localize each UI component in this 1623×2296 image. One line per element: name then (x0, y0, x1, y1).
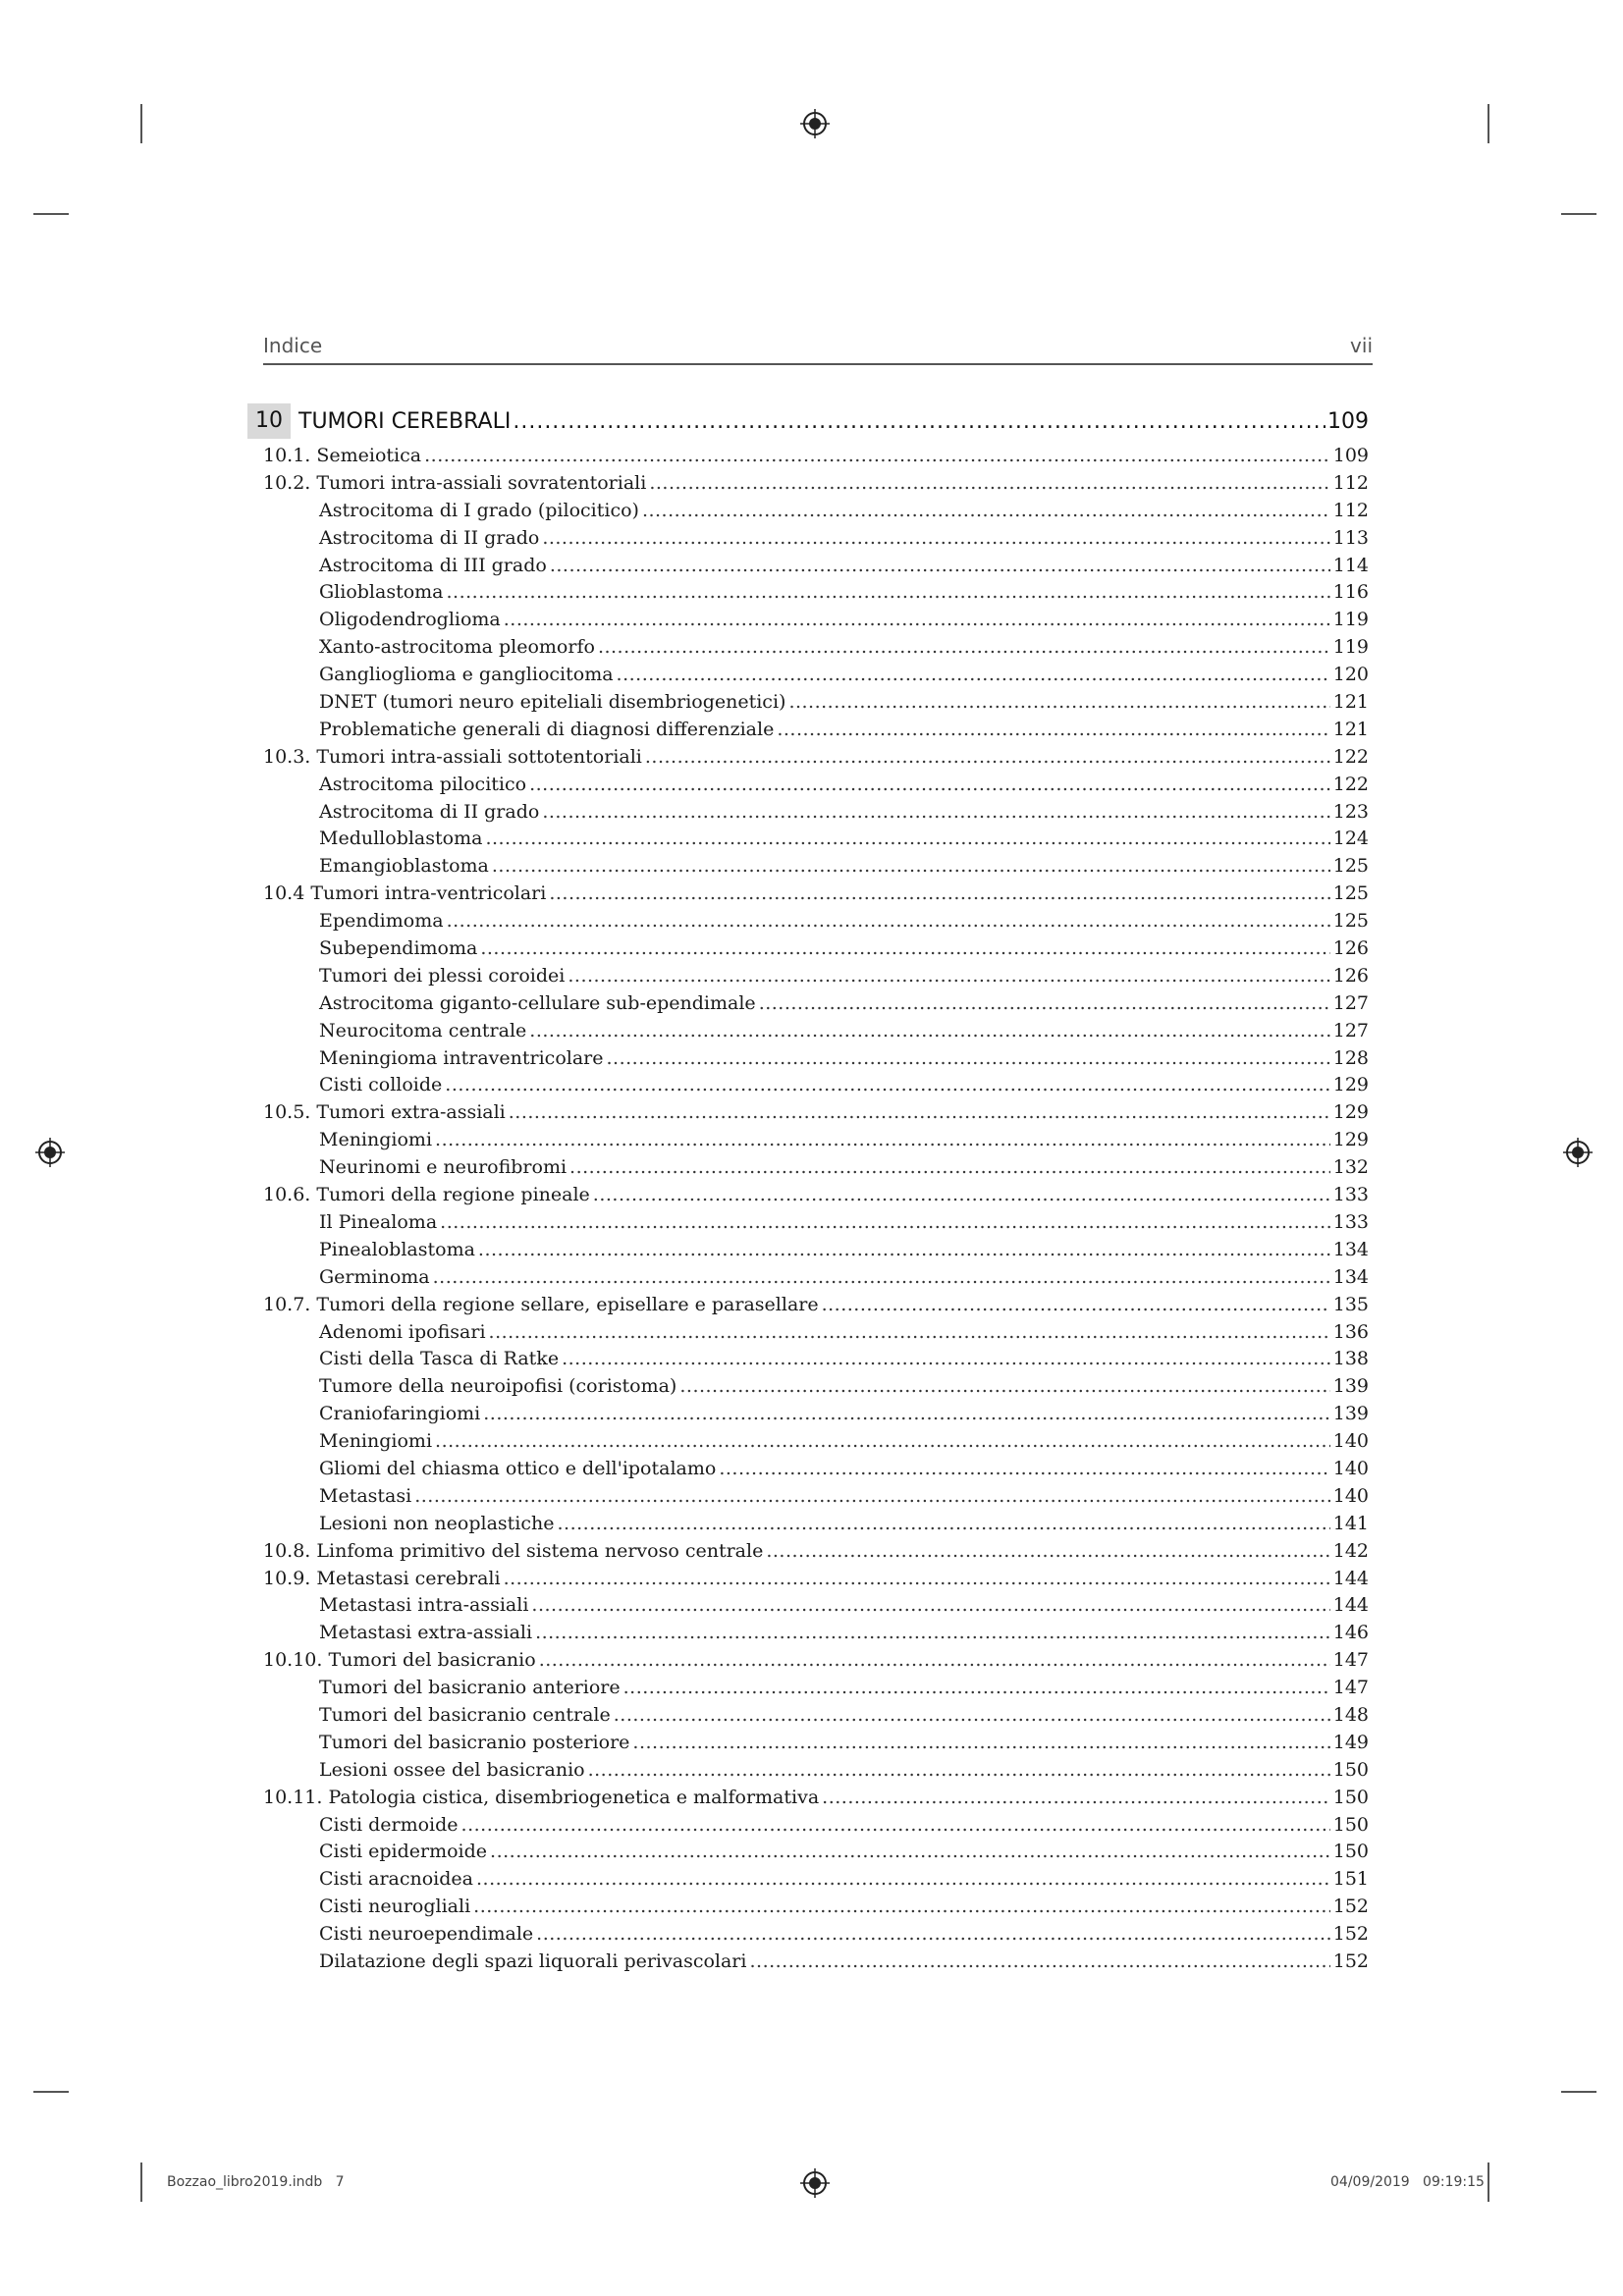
dot-leader (414, 1483, 1330, 1511)
toc-entry-page: 122 (1332, 773, 1369, 795)
running-header (263, 332, 1373, 365)
toc-subentry[interactable] (263, 1401, 1369, 1428)
crop-mark (1561, 2091, 1596, 2093)
crop-mark (33, 213, 69, 215)
dot-leader (588, 1757, 1330, 1785)
toc-entry-page: 140 (1332, 1430, 1369, 1453)
dot-leader (509, 1099, 1330, 1127)
toc-subentry[interactable] (263, 1483, 1369, 1511)
toc-subentry[interactable] (263, 579, 1369, 607)
toc-entry-page: 133 (1332, 1210, 1369, 1233)
toc-entry-label: Medulloblastoma (319, 828, 483, 850)
dot-leader (679, 1373, 1329, 1401)
toc-entry-label: Astrocitoma di I grado (pilocitico) (319, 499, 639, 521)
toc-entry-page: 119 (1332, 636, 1369, 659)
toc-entry-label: 10.5. Tumori extra-assiali (263, 1101, 506, 1124)
toc-entry-label: Oligodendroglioma (319, 609, 501, 631)
dot-leader (485, 826, 1329, 853)
toc-subentry[interactable] (263, 1319, 1369, 1347)
toc-entry-label: Ependimoma (319, 910, 444, 933)
toc-entry-page: 121 (1332, 718, 1369, 740)
toc-entry-label: DNET (tumori neuro epiteliali disembriogenetici) (319, 691, 786, 714)
crop-mark (33, 2091, 69, 2093)
toc-entry-page: 127 (1332, 1019, 1369, 1041)
toc-entry-page: 109 (1332, 445, 1369, 466)
dot-leader (542, 799, 1329, 827)
toc-subentry[interactable] (263, 1373, 1369, 1401)
toc-subentry[interactable] (263, 1620, 1369, 1647)
toc-subentry[interactable] (263, 1237, 1369, 1264)
toc-entry-label: Tumori del basicranio posteriore (319, 1731, 630, 1753)
toc-entry-label: Tumore della neuroipofisi (coristoma) (319, 1375, 677, 1398)
chapter-heading[interactable] (247, 402, 1369, 440)
dot-leader (435, 1127, 1330, 1154)
toc-entry-label: Emangioblastoma (319, 855, 489, 878)
toc-entry-label: Cisti colloide (319, 1074, 443, 1096)
dot-leader (617, 662, 1330, 689)
toc-subentry[interactable] (263, 1757, 1369, 1785)
toc-entry-page: 129 (1332, 1101, 1369, 1124)
toc-entry-page: 132 (1332, 1156, 1369, 1179)
toc-entry-label: Cisti neurogliali (319, 1896, 471, 1918)
toc-subentry[interactable] (263, 1264, 1369, 1292)
toc-subentry[interactable] (263, 1209, 1369, 1237)
dot-leader (614, 1702, 1330, 1730)
dot-leader (461, 1812, 1330, 1840)
toc-section-entry[interactable] (263, 1566, 1369, 1593)
toc-entry-page: 127 (1332, 991, 1369, 1014)
toc-entry-page: 152 (1332, 1949, 1369, 1972)
toc-entry-page: 116 (1332, 581, 1369, 604)
toc-entry-page: 128 (1332, 1046, 1369, 1069)
toc-subentry[interactable] (263, 1045, 1369, 1073)
toc-entry-page: 114 (1332, 554, 1369, 576)
crop-mark (140, 2163, 142, 2202)
toc-section-entry[interactable] (263, 1647, 1369, 1675)
toc-entry-label: Tumori del basicranio centrale (319, 1703, 611, 1726)
dot-leader (766, 1538, 1329, 1566)
toc-entry-page: 119 (1332, 609, 1369, 631)
toc-entry-page: 150 (1332, 1841, 1369, 1863)
toc-entry-page: 124 (1332, 828, 1369, 850)
toc-entry-label: Il Pinealoma (319, 1210, 438, 1233)
dot-leader (483, 1401, 1330, 1428)
dot-leader (539, 1647, 1330, 1675)
toc-subentry[interactable] (263, 990, 1369, 1018)
toc-entry-page: 146 (1332, 1622, 1369, 1644)
toc-subentry[interactable] (263, 1154, 1369, 1182)
toc-entry-label: Ganglioglioma e gangliocitoma (319, 664, 614, 686)
registration-mark-icon (800, 109, 830, 138)
toc-entry-page: 129 (1332, 1129, 1369, 1151)
dot-leader (562, 1346, 1330, 1373)
registration-mark-icon (1563, 1138, 1593, 1167)
toc-entry-label: Dilatazione degli spazi liquorali perivascolari (319, 1949, 747, 1972)
dot-leader (531, 1592, 1329, 1620)
dot-leader (535, 1620, 1330, 1647)
dot-leader (645, 744, 1330, 772)
toc-section-entry[interactable] (263, 1099, 1369, 1127)
toc-entry-label: Cisti dermoide (319, 1813, 459, 1836)
dot-leader (476, 1866, 1330, 1894)
footer-file-info: Bozzao_libro2019.indb 7 (167, 2174, 345, 2190)
toc-subentry[interactable] (263, 662, 1369, 689)
toc-subentry[interactable] (263, 1072, 1369, 1099)
dot-leader (424, 443, 1330, 470)
toc-entry-label: Metastasi (319, 1484, 412, 1507)
toc-entry-page: 122 (1332, 745, 1369, 768)
dot-leader (529, 1018, 1329, 1045)
dot-leader (719, 1456, 1329, 1483)
toc-entry-label: Cisti aracnoidea (319, 1868, 473, 1891)
toc-entry-label: Craniofaringiomi (319, 1403, 481, 1425)
toc-entry-label: Meningiomi (319, 1430, 433, 1453)
toc-subentry[interactable] (263, 772, 1369, 799)
toc-entry-page: 147 (1332, 1677, 1369, 1699)
dot-leader (568, 963, 1329, 990)
toc-subentry[interactable] (263, 1592, 1369, 1620)
toc-entry-page: 142 (1332, 1539, 1369, 1562)
toc-entry-page: 150 (1332, 1758, 1369, 1781)
toc-section-entry[interactable] (263, 881, 1369, 908)
toc-entry-label: Cisti neuroependimale (319, 1923, 534, 1946)
dot-leader (504, 1566, 1330, 1593)
toc-entry-label: Neurinomi e neurofibromi (319, 1156, 568, 1179)
toc-subentry[interactable] (263, 1346, 1369, 1373)
toc-entry-page: 150 (1332, 1786, 1369, 1808)
dot-leader (489, 1319, 1330, 1347)
dot-leader (550, 553, 1330, 580)
toc-entry-page: 141 (1332, 1512, 1369, 1534)
toc-entry-page: 113 (1332, 526, 1369, 549)
toc-entry-page: 152 (1332, 1896, 1369, 1918)
toc-entry-label: Metastasi intra-assiali (319, 1594, 529, 1617)
crop-mark (1488, 104, 1489, 143)
toc-subentry[interactable] (263, 525, 1369, 553)
toc-subentry[interactable] (263, 1127, 1369, 1154)
toc-entry-page: 133 (1332, 1184, 1369, 1206)
toc-entry-label: 10.3. Tumori intra-assiali sottotentoriali (263, 745, 642, 768)
chapter-page: 109 (1327, 408, 1369, 434)
dot-leader (536, 1921, 1330, 1949)
toc-entry-label: Germinoma (319, 1265, 430, 1288)
toc-subentry[interactable] (263, 607, 1369, 634)
toc-subentry[interactable] (263, 634, 1369, 662)
toc-subentry[interactable] (263, 1018, 1369, 1045)
toc-list (263, 443, 1369, 1976)
toc-entry-label: Meningiomi (319, 1129, 433, 1151)
registration-mark-icon (35, 1138, 65, 1167)
dot-leader (490, 1839, 1330, 1866)
dot-leader (788, 689, 1329, 717)
registration-mark-icon (800, 2168, 830, 2198)
toc-section-entry[interactable] (263, 1182, 1369, 1209)
toc-section-entry[interactable] (263, 744, 1369, 772)
toc-entry-label: Neurocitoma centrale (319, 1019, 527, 1041)
toc-entry-label: Astrocitoma giganto-cellulare sub-ependimale (319, 991, 756, 1014)
dot-leader (513, 409, 1325, 434)
toc-entry-page: 140 (1332, 1457, 1369, 1479)
toc-entry-page: 136 (1332, 1320, 1369, 1343)
toc-entry-label: 10.10. Tumori del basicranio (263, 1649, 536, 1672)
crop-mark (1561, 213, 1596, 215)
toc-entry-label: 10.9. Metastasi cerebrali (263, 1567, 501, 1589)
toc-entry-page: 149 (1332, 1731, 1369, 1753)
toc-entry-page: 126 (1332, 964, 1369, 987)
toc-entry-page: 135 (1332, 1293, 1369, 1315)
dot-leader (504, 607, 1330, 634)
dot-leader (642, 498, 1330, 525)
footer-timestamp: 04/09/2019 09:19:15 (1330, 2174, 1485, 2190)
toc-section-entry[interactable] (263, 1538, 1369, 1566)
dot-leader (440, 1209, 1330, 1237)
dot-leader (445, 1072, 1329, 1099)
toc-entry-page: 151 (1332, 1868, 1369, 1891)
toc-subentry[interactable] (263, 1839, 1369, 1866)
toc-entry-label: 10.1. Semeiotica (263, 445, 422, 466)
crop-mark (140, 104, 142, 143)
toc-entry-page: 148 (1332, 1703, 1369, 1726)
toc-entry-page: 112 (1332, 471, 1369, 494)
dot-leader (558, 1511, 1330, 1538)
toc-subentry[interactable] (263, 1456, 1369, 1483)
toc-entry-label: 10.11. Patologia cistica, disembriogenetica e malformativa (263, 1786, 820, 1808)
toc-entry-label: Lesioni non neoplastiche (319, 1512, 555, 1534)
toc-entry-page: 150 (1332, 1813, 1369, 1836)
toc-entry-label: Subependimoma (319, 937, 478, 960)
dot-leader (478, 1237, 1330, 1264)
toc-subentry[interactable] (263, 1675, 1369, 1702)
toc-subentry[interactable] (263, 908, 1369, 935)
toc-subentry[interactable] (263, 553, 1369, 580)
toc-entry-label: Astrocitoma di III grado (319, 554, 547, 576)
toc-entry-page: 140 (1332, 1484, 1369, 1507)
toc-entry-label: 10.6. Tumori della regione pineale (263, 1184, 590, 1206)
toc-entry-page: 129 (1332, 1074, 1369, 1096)
header-title: Indice (263, 334, 323, 357)
toc-subentry[interactable] (263, 1866, 1369, 1894)
toc-entry-page: 125 (1332, 882, 1369, 905)
toc-entry-label: Cisti epidermoide (319, 1841, 488, 1863)
dot-leader (447, 579, 1330, 607)
toc-subentry[interactable] (263, 826, 1369, 853)
toc-entry-page: 121 (1332, 691, 1369, 714)
dot-leader (480, 935, 1329, 963)
dot-leader (542, 525, 1329, 553)
toc-entry-page: 139 (1332, 1403, 1369, 1425)
toc-entry-label: Tumori dei plessi coroidei (319, 964, 566, 987)
dot-leader (433, 1264, 1330, 1292)
dot-leader (529, 772, 1330, 799)
dot-leader (435, 1428, 1330, 1456)
toc-subentry[interactable] (263, 1428, 1369, 1456)
toc-subentry[interactable] (263, 1511, 1369, 1538)
toc-entry-label: Pinealoblastoma (319, 1238, 475, 1260)
toc-section-entry[interactable] (263, 1785, 1369, 1812)
toc-entry-label: Glioblastoma (319, 581, 444, 604)
dot-leader (749, 1949, 1329, 1976)
toc-entry-page: 112 (1332, 499, 1369, 521)
toc-entry-page: 125 (1332, 910, 1369, 933)
toc-subentry[interactable] (263, 1894, 1369, 1921)
toc-entry-label: Meningioma intraventricolare (319, 1046, 604, 1069)
toc-entry-page: 123 (1332, 800, 1369, 823)
header-page-number: vii (1350, 334, 1373, 357)
dot-leader (607, 1045, 1330, 1073)
toc-subentry[interactable] (263, 1702, 1369, 1730)
toc-entry-page: 126 (1332, 937, 1369, 960)
toc-entry-page: 152 (1332, 1923, 1369, 1946)
dot-leader (473, 1894, 1330, 1921)
dot-leader (598, 634, 1330, 662)
toc-subentry[interactable] (263, 1812, 1369, 1840)
toc-entry-page: 139 (1332, 1375, 1369, 1398)
toc-entry-page: 120 (1332, 664, 1369, 686)
dot-leader (447, 908, 1330, 935)
dot-leader (822, 1785, 1330, 1812)
toc-subentry[interactable] (263, 689, 1369, 717)
toc-entry-label: 10.7. Tumori della regione sellare, episellare e parasellare (263, 1293, 819, 1315)
toc-entry-label: 10.2. Tumori intra-assiali sovratentoriali (263, 471, 647, 494)
dot-leader (549, 881, 1329, 908)
toc-entry-label: Gliomi del chiasma ottico e dell'ipotalamo (319, 1457, 717, 1479)
chapter-title: TUMORI CEREBRALI (298, 408, 512, 434)
toc-entry-page: 138 (1332, 1348, 1369, 1370)
toc-entry-label: Metastasi extra-assiali (319, 1622, 533, 1644)
toc-subentry[interactable] (263, 799, 1369, 827)
toc-subentry[interactable] (263, 1949, 1369, 1976)
toc-subentry[interactable] (263, 498, 1369, 525)
toc-entry-label: Astrocitoma di II grado (319, 800, 540, 823)
toc-entry-page: 134 (1332, 1265, 1369, 1288)
dot-leader (759, 990, 1330, 1018)
toc-entry-label: Lesioni ossee del basicranio (319, 1758, 585, 1781)
toc-subentry[interactable] (263, 853, 1369, 881)
chapter-number: 10 (247, 403, 291, 439)
toc-subentry[interactable] (263, 717, 1369, 744)
toc-section-entry[interactable] (263, 443, 1369, 470)
dot-leader (632, 1730, 1329, 1757)
toc-entry-label: 10.4 Tumori intra-ventricolari (263, 882, 547, 905)
dot-leader (569, 1154, 1330, 1182)
toc-entry-page: 125 (1332, 855, 1369, 878)
dot-leader (593, 1182, 1330, 1209)
toc-entry-label: Cisti della Tasca di Ratke (319, 1348, 560, 1370)
toc-entry-page: 134 (1332, 1238, 1369, 1260)
toc-entry-label: Adenomi ipofisari (319, 1320, 486, 1343)
toc-entry-label: Problematiche generali di diagnosi differenziale (319, 718, 775, 740)
toc-subentry[interactable] (263, 963, 1369, 990)
toc-entry-page: 144 (1332, 1567, 1369, 1589)
crop-mark (1488, 2163, 1489, 2202)
dot-leader (777, 717, 1329, 744)
toc-entry-label: 10.8. Linfoma primitivo del sistema nervoso centrale (263, 1539, 764, 1562)
toc-subentry[interactable] (263, 1921, 1369, 1949)
dot-leader (822, 1292, 1330, 1319)
toc-entry-label: Astrocitoma di II grado (319, 526, 540, 549)
toc-subentry[interactable] (263, 935, 1369, 963)
dot-leader (649, 470, 1329, 498)
dot-leader (492, 853, 1330, 881)
toc-entry-page: 147 (1332, 1649, 1369, 1672)
toc-entry-page: 144 (1332, 1594, 1369, 1617)
toc-section-entry[interactable] (263, 1292, 1369, 1319)
toc-section-entry[interactable] (263, 470, 1369, 498)
toc-subentry[interactable] (263, 1730, 1369, 1757)
toc-entry-label: Astrocitoma pilocitico (319, 773, 527, 795)
toc-entry-label: Xanto-astrocitoma pleomorfo (319, 636, 595, 659)
dot-leader (623, 1675, 1330, 1702)
toc-entry-label: Tumori del basicranio anteriore (319, 1677, 621, 1699)
